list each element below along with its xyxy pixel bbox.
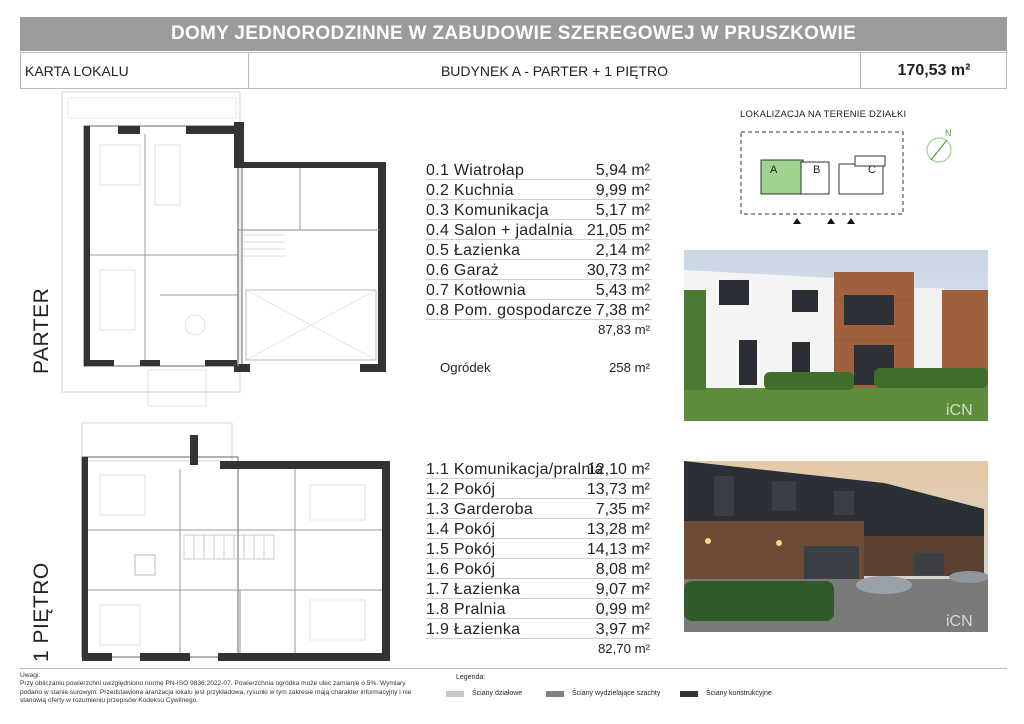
garden-row [440,360,652,375]
room-name: 1.1 Komunikacja/pralnia [426,461,604,478]
location-map [735,122,965,232]
notes [20,672,424,705]
building-label: BUDYNEK A - PARTER + 1 PIĘTRO [249,53,861,88]
room-name: 0.1 Wiatrołap [426,162,525,179]
first-floor-plan [60,415,400,665]
room-area: 21,05 m² [586,222,650,239]
room-name: 1.8 Pralnia [426,601,506,618]
building-label-b: B [813,164,821,176]
render-front-image [684,250,988,421]
first-room-row [426,619,652,639]
first-floor-label: 1 PIĘTRO [30,562,53,662]
room-name: 0.8 Pom. gospodarcze [426,302,593,319]
room-name: 1.4 Pokój [426,521,496,538]
room-name: 1.3 Garderoba [426,501,534,518]
room-name: 1.9 Łazienka [426,621,521,638]
room-area: 3,97 m² [595,621,650,638]
legend-label: Ściany konstrukcyjne [706,690,772,697]
first-room-row [426,519,652,539]
building-a-highlight [761,160,803,194]
garden-area: 258 m² [608,360,650,375]
room-area: 30,73 m² [586,262,650,279]
room-name: 1.5 Pokój [426,541,496,558]
legend-swatch [446,691,464,697]
ground-room-row [426,240,652,260]
room-name: 0.5 Łazienka [426,242,521,259]
first-total: 82,70 m² [597,641,650,656]
room-area: 5,94 m² [595,162,650,179]
room-area: 0,99 m² [595,601,650,618]
room-name: 0.4 Salon + jadalnia [426,222,573,239]
ground-room-row [426,300,652,320]
notes-text: Przy obliczaniu powierzchni uwzględniono normę PN-ISO 9836:2022-07. Powierzchnia ogródka może ulec zamianie o 5%. Wymiary podano w stanie surowym. Przedstawiona aranżacja lokalu jest przykładowa, rysunki w tym zakresie mają charakter informacyjny i nie stanowią oferty w rozumieniu przepisów Kodeksu Cywilnego. [20,680,412,704]
first-room-row [426,499,652,519]
ground-floor-plan [60,90,400,410]
room-area: 2,14 m² [595,242,650,259]
room-area: 9,99 m² [595,182,650,199]
legend-item [546,690,660,697]
total-area: 170,53 m² [897,61,971,79]
legend-item [680,690,772,697]
watermark-logo: iCN [946,613,973,630]
legend-label: Ściany wydzielające szachty [572,690,661,697]
room-name: 1.7 Łazienka [426,581,521,598]
garden-name: Ogródek [440,360,491,375]
room-area: 5,43 m² [595,282,650,299]
room-name: 0.2 Kuchnia [426,182,514,199]
render-evening-image [684,461,988,632]
legend-label: Ściany działowe [472,690,523,697]
legend-swatch [546,691,564,697]
ground-total: 87,83 m² [597,322,650,337]
room-area: 14,13 m² [586,541,650,558]
north-label: N [945,128,952,138]
page-title: DOMY JEDNORODZINNE W ZABUDOWIE SZEREGOWEJ W PRUSZKOWIE [20,17,1007,51]
ground-room-row [426,220,652,240]
legend-title: Legenda: [456,674,486,681]
first-room-row [426,599,652,619]
first-room-row [426,479,652,499]
ground-floor-label: PARTER [30,287,53,374]
room-name: 0.3 Komunikacja [426,202,549,219]
room-area: 5,17 m² [595,202,650,219]
watermark-logo: iCN [946,402,973,419]
room-name: 1.6 Pokój [426,561,496,578]
building-label-c: C [868,164,876,176]
ground-room-row [426,260,652,280]
header-row [20,52,1007,89]
ground-room-row [426,200,652,220]
first-room-row [426,559,652,579]
room-name: 0.7 Kotłownia [426,282,526,299]
room-area: 7,35 m² [595,501,650,518]
location-title: LOKALIZACJA NA TERENIE DZIAŁKI [740,109,907,120]
room-area: 13,73 m² [586,481,650,498]
room-name: 0.6 Garaż [426,262,499,279]
first-room-row [426,459,652,479]
room-area: 12,10 m² [586,461,650,478]
room-area: 13,28 m² [586,521,650,538]
building-label-a: A [770,164,778,176]
room-area: 8,08 m² [595,561,650,578]
ground-room-row [426,160,652,180]
ground-room-row [426,180,652,200]
ground-room-row [426,280,652,300]
notes-title: Uwagi: [20,672,41,679]
footer-divider [20,668,1007,669]
first-room-row [426,579,652,599]
room-area: 9,07 m² [595,581,650,598]
room-name: 1.2 Pokój [426,481,496,498]
card-label: KARTA LOKALU [21,53,249,88]
first-room-row [426,539,652,559]
legend-item [446,690,522,697]
room-area: 7,38 m² [595,302,650,319]
legend-swatch [680,691,698,697]
